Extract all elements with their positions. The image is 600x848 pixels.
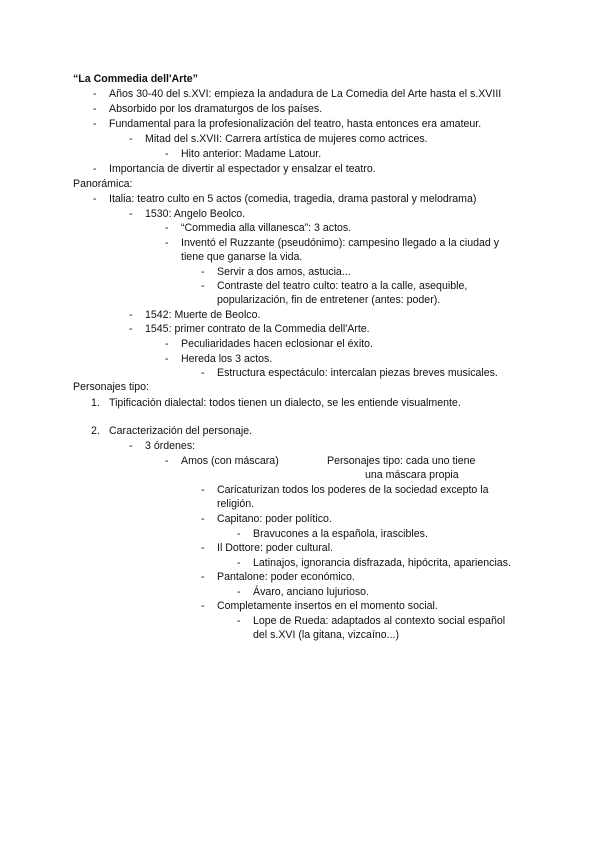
bullet-dash: - (201, 571, 205, 583)
bullet-dash: - (129, 133, 133, 145)
panoramica-item: Estructura espectáculo: intercalan piezas breves musicales. (217, 367, 498, 379)
bullet-dash: - (237, 528, 241, 540)
bullet-dash: - (237, 586, 241, 598)
personajes-subitem: Amos (con máscara) (181, 455, 279, 467)
bullet-dash: - (129, 440, 133, 452)
document-title: “La Commedia dell'Arte” (73, 73, 198, 85)
personajes-subitem: Pantalone: poder económico. (217, 571, 355, 583)
bullet-dash: - (93, 103, 97, 115)
personajes-subitem: Completamente insertos en el momento social. (217, 600, 438, 612)
intro-item: Fundamental para la profesionalización del teatro, hasta entonces era amateur. (109, 118, 482, 130)
bullet-dash: - (165, 237, 169, 249)
panoramica-item: Contraste del teatro culto: teatro a la calle, asequible, (217, 280, 468, 292)
personajes-subitem: 3 órdenes: (145, 440, 196, 452)
personajes-subitem: Caricaturizan todos los poderes de la sociedad excepto la (217, 484, 489, 496)
personajes-subitem: Latinajos, ignorancia disfrazada, hipócrita, apariencias. (253, 557, 511, 569)
bullet-dash: - (129, 208, 133, 220)
personajes-item: Caracterización del personaje. (109, 425, 253, 437)
bullet-dash: - (201, 542, 205, 554)
bullet-dash: - (201, 484, 205, 496)
side-note: Personajes tipo: cada uno tiene (327, 455, 476, 467)
panoramica-item: 1545: primer contrato de la Commedia dell'Arte. (145, 323, 370, 335)
section-heading-personajes: Personajes tipo: (73, 381, 149, 393)
bullet-dash: - (93, 163, 97, 175)
personajes-subitem: Bravucones a la española, irascibles. (253, 528, 428, 540)
panoramica-item: Peculiaridades hacen eclosionar el éxito. (181, 338, 373, 350)
bullet-dash: - (201, 367, 205, 379)
panoramica-item: Hereda los 3 actos. (181, 353, 273, 365)
personajes-subitem: Ávaro, anciano lujurioso. (253, 586, 370, 598)
personajes-subitem-continued: del s.XVI (la gitana, vizcaíno...) (253, 629, 400, 641)
panoramica-item: Italia: teatro culto en 5 actos (comedia, tragedia, drama pastoral y melodrama) (109, 193, 477, 205)
personajes-subitem: Il Dottore: poder cultural. (217, 542, 333, 554)
bullet-dash: - (165, 338, 169, 350)
intro-item: Absorbido por los dramaturgos de los países. (109, 103, 323, 115)
bullet-dash: - (201, 600, 205, 612)
bullet-dash: - (165, 148, 169, 160)
side-note: una máscara propia (365, 469, 459, 481)
panoramica-item: Servir a dos amos, astucia... (217, 266, 351, 278)
personajes-subitem-continued: religión. (217, 498, 255, 510)
personajes-item: Tipificación dialectal: todos tienen un dialecto, se les entiende visualmente. (109, 397, 461, 409)
bullet-dash: - (201, 266, 205, 278)
bullet-dash: - (165, 455, 169, 467)
bullet-dash: - (237, 557, 241, 569)
panoramica-item: Inventó el Ruzzante (pseudónimo): campesino llegado a la ciudad y (181, 237, 500, 249)
bullet-dash: - (237, 615, 241, 627)
bullet-dash: - (201, 280, 205, 292)
panoramica-item: “Commedia alla villanesca”: 3 actos. (181, 222, 352, 234)
personajes-subitem: Capitano: poder político. (217, 513, 332, 525)
bullet-dash: - (93, 118, 97, 130)
section-heading-panoramica: Panorámica: (73, 178, 133, 190)
intro-subitem: Mitad del s.XVII: Carrera artística de mujeres como actrices. (145, 133, 428, 145)
personajes-subitem: Lope de Rueda: adaptados al contexto social español (253, 615, 506, 627)
intro-item: Importancia de divertir al espectador y ensalzar el teatro. (109, 163, 376, 175)
list-number: 2. (91, 425, 100, 437)
bullet-dash: - (93, 193, 97, 205)
intro-item: Años 30-40 del s.XVI: empieza la andadura de La Comedia del Arte hasta el s.XVIII (109, 88, 502, 100)
panoramica-item: 1542: Muerte de Beolco. (145, 309, 261, 321)
bullet-dash: - (165, 222, 169, 234)
intro-subsubitem: Hito anterior: Madame Latour. (181, 148, 322, 160)
panoramica-item: 1530: Angelo Beolco. (145, 208, 246, 220)
bullet-dash: - (129, 309, 133, 321)
bullet-dash: - (129, 323, 133, 335)
panoramica-item-continued: popularización, fin de entretener (antes: poder). (217, 294, 441, 306)
bullet-dash: - (93, 88, 97, 100)
list-number: 1. (91, 397, 100, 409)
bullet-dash: - (201, 513, 205, 525)
panoramica-item-continued: tiene que ganarse la vida. (181, 251, 303, 263)
bullet-dash: - (165, 353, 169, 365)
